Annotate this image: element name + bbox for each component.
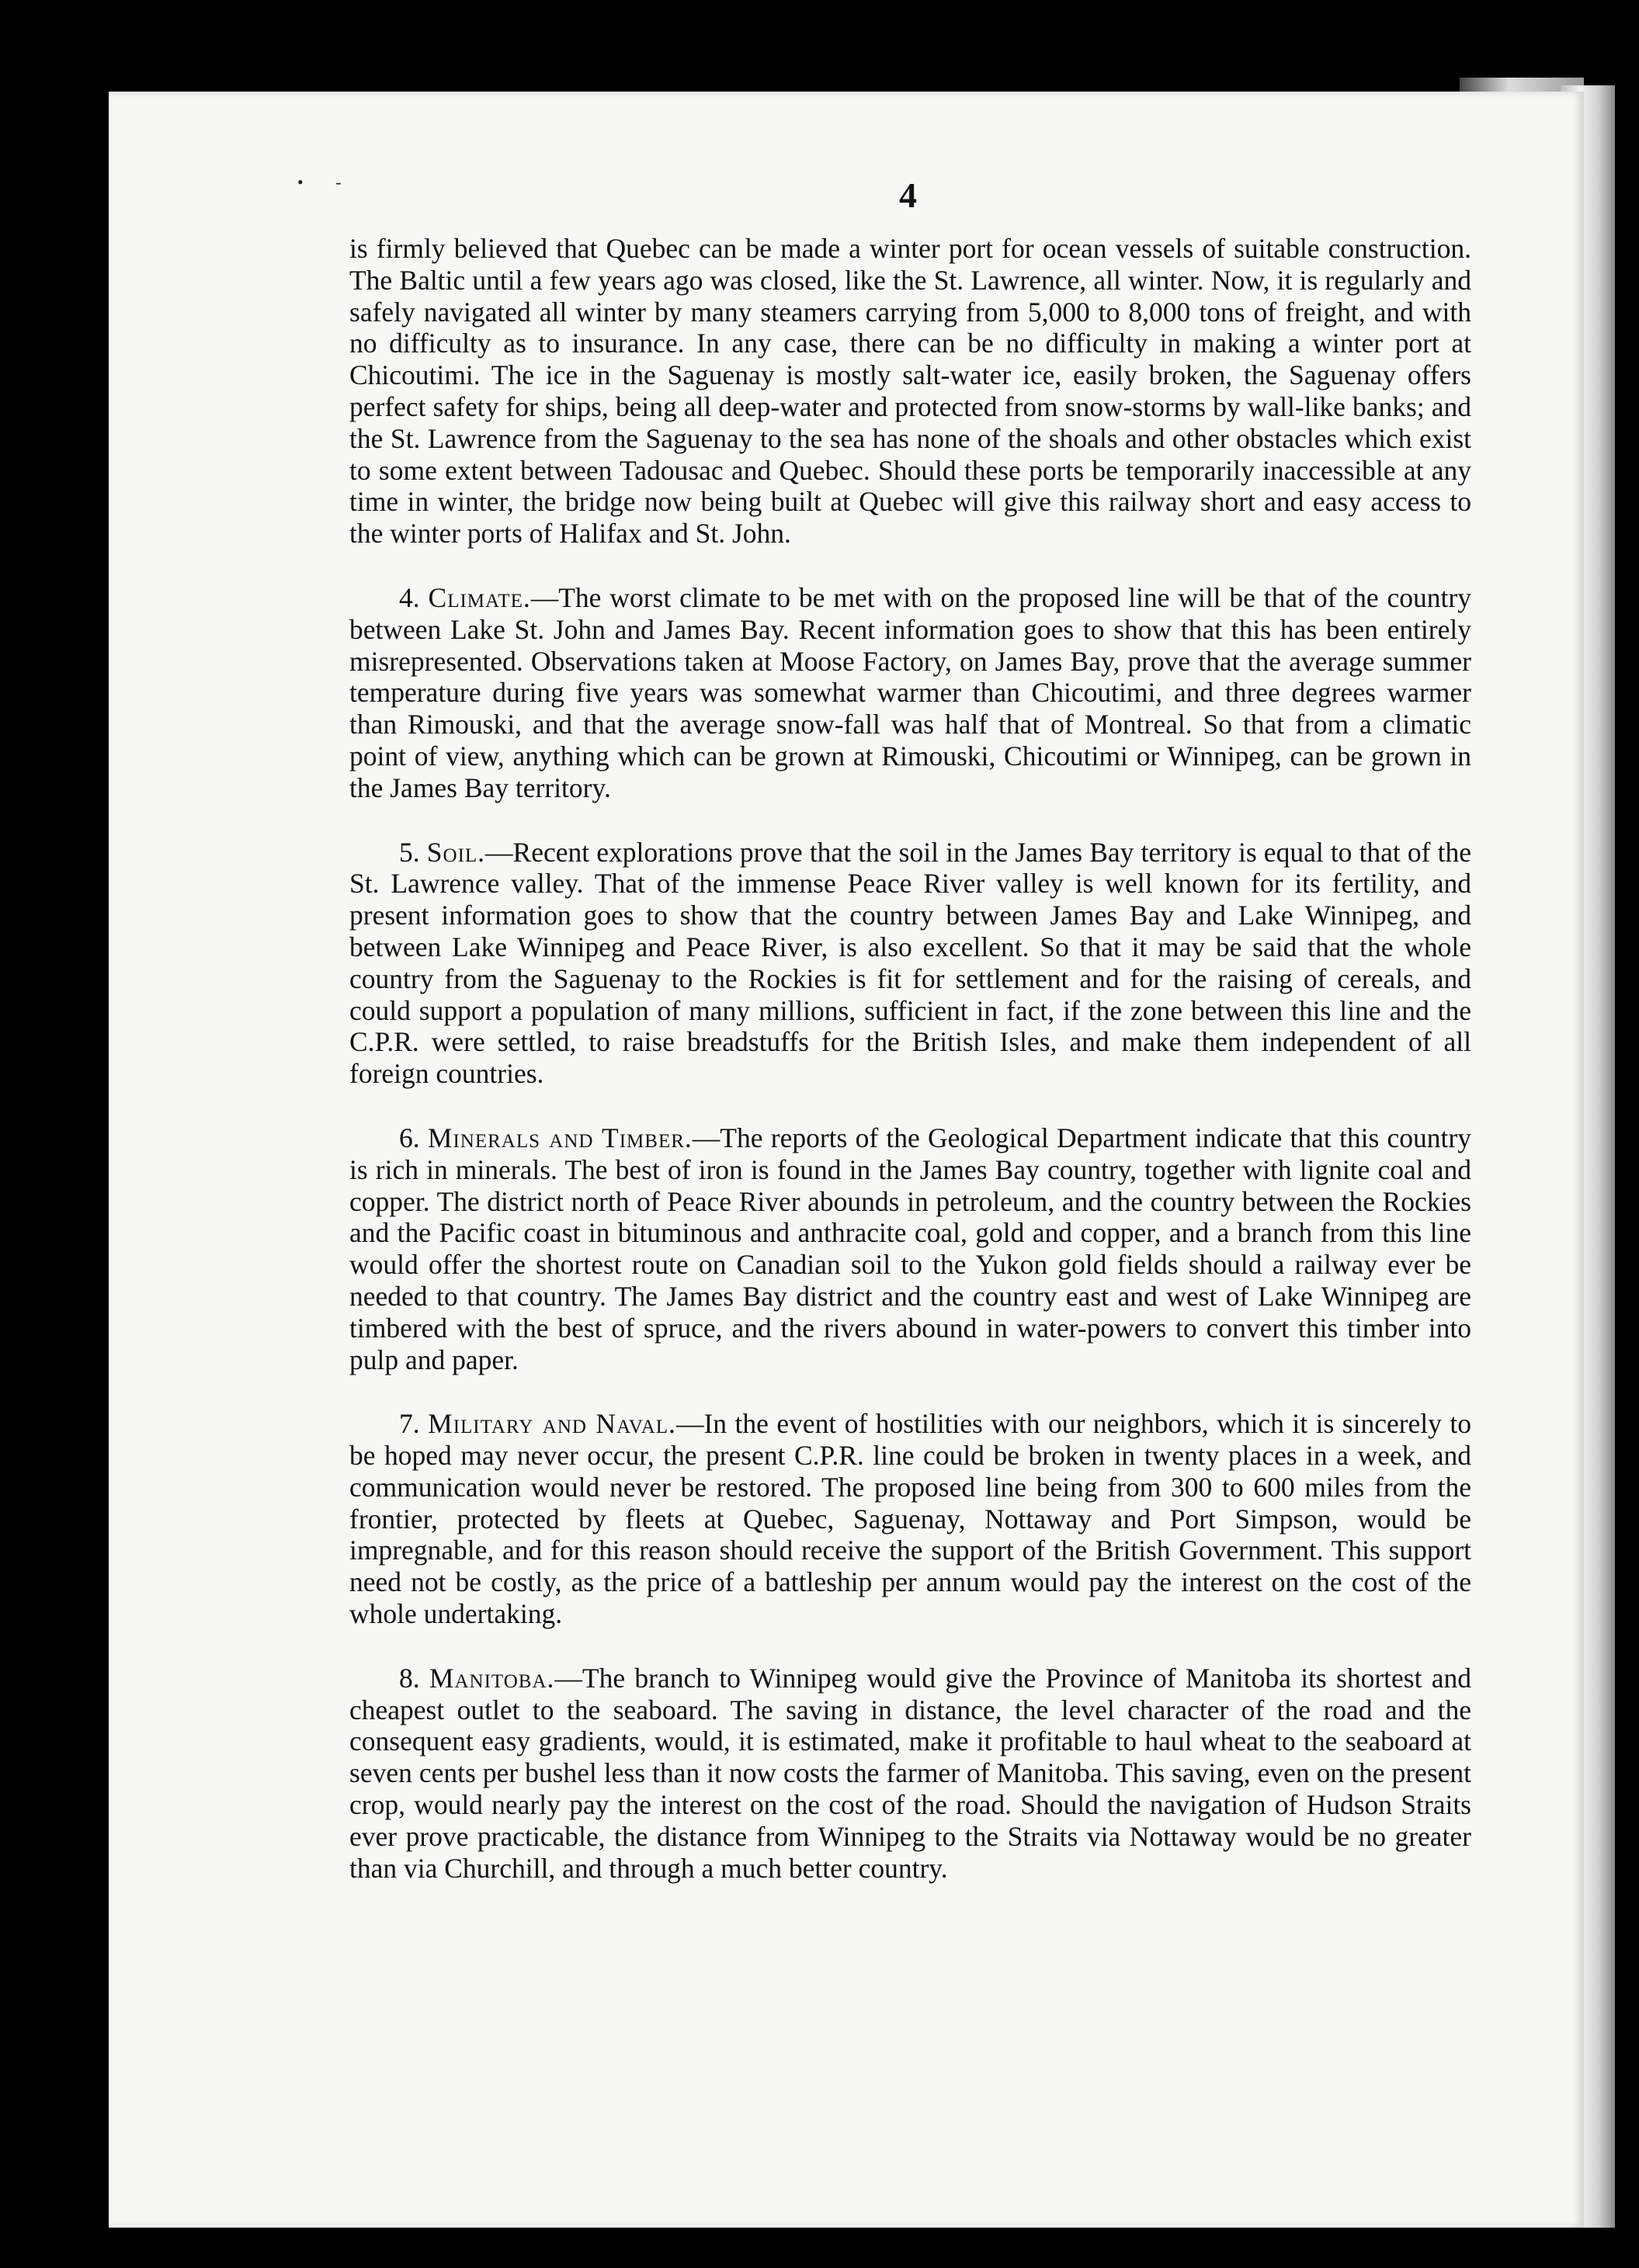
paragraph-text: —In the event of hostilities with our neighbors, which it is sincerely to be hoped may never occur, the present C.P.R. line could be broken in twenty places in a week, and communication would never be restored. The proposed line being from 300 to 600 miles from the frontier, protected by fleets at Quebec, Saguenay, Nottaway and Port Simpson, would be impregnable, and for this reason should receive the support of the British Government. This support need not be costly, as the price of a battleship per annum would pay the interest on the cost of the whole undertaking. — [349, 1408, 1472, 1630]
paragraph-continuation — [349, 233, 1471, 550]
paragraph-number: 8. — [399, 1662, 420, 1694]
paragraph-heading: Manitoba. — [429, 1662, 555, 1694]
paragraph-text: —Recent explorations prove that the soil in the James Bay territory is equal to that of the St. Lawrence valley. That of the immense Peace River valley is well known for its fertility, and present information goes to show that the country between James Bay and Lake Winnipeg, and between Lake Winnipeg and Peace River, is also excellent. So that it may be said that the whole country from the Saguenay to the Rockies is fit for settlement and for the raising of cereals, and could support a population of many millions, sufficient in fact, if the zone between this line and the C.P.R. were settled, to raise breadstuffs for the British Isles, and make them independent of all foreign countries. — [349, 836, 1471, 1090]
paragraph-number: 7. — [399, 1408, 420, 1440]
page-number: 4 — [899, 175, 917, 215]
paragraph-soil — [349, 837, 1471, 1090]
paragraph-climate — [349, 582, 1471, 804]
paragraph-text: —The branch to Winnipeg would give the Province of Manitoba its shortest and cheapest outlet to the seaboard. The saving in distance, the level character of the road and the consequent easy gradients, would, it is estimated, make it profitable to haul wheat to the seaboard at seven cents per bushel less than it now costs the farmer of Manitoba. This saving, even on the present crop, would nearly pay the interest on the cost of the road. Should the navigation of Hudson Straits ever prove practicable, the distance from Winnipeg to the Straits via Nottaway would be no greater than via Churchill, and through a much better country. — [349, 1662, 1472, 1884]
paragraph-heading: Soil. — [426, 836, 486, 868]
paragraph-text: —The reports of the Geological Department indicate that this country is rich in minerals. The best of iron is found in the James Bay country, together with lignite coal and copper. The district north of Peace River abounds in petroleum, and the country between the Rockies and the Pacific coast in bituminous and anthracite coal, gold and copper, and a branch from this line would offer the shortest route on Canadian soil to the Yukon gold fields should a railway ever be needed to that country. The James Bay district and the country east and west of Lake Winnipeg are timbered with the best of spruce, and the rivers abound in water-powers to convert this timber into pulp and paper. — [349, 1122, 1471, 1375]
margin-marks: • - — [297, 172, 356, 192]
paragraph-number: 4. — [399, 581, 420, 613]
paragraph-number: 6. — [399, 1122, 420, 1153]
paragraph-heading: Minerals and Timber. — [427, 1122, 693, 1153]
paragraph-minerals-timber — [349, 1122, 1471, 1375]
paragraph-military-naval — [349, 1408, 1471, 1630]
paragraph-text: is firmly believed that Quebec can be made a winter port for ocean vessels of suitable construction. The Baltic until a few years ago was closed, like the St. Lawrence, all winter. Now, it is regularly and safely navigated all winter by many steamers carrying from 5,000 to 8,000 tons of freight, and with no difficulty as to insurance. In any case, there can be no difficulty in making a winter port at Chicoutimi. The ice in the Saguenay is mostly salt-water ice, easily broken, the Saguenay offers perfect safety for ships, being all deep-water and protected from snow-storms by wall-like banks; and the St. Lawrence from the Saguenay to the sea has none of the shoals and other obstacles which exist to some extent between Tadousac and Quebec. Should these ports be temporarily inaccessible at any time in winter, the bridge now being built at Quebec will give this railway short and easy access to the winter ports of Halifax and St. John. — [349, 233, 1471, 550]
paragraph-manitoba — [349, 1663, 1471, 1885]
paragraph-text: —The worst climate to be met with on the proposed line will be that of the country between Lake St. John and James Bay. Recent information goes to show that this has been entirely misrepresented. Observations taken at Moose Factory, on James Bay, prove that the average summer temperature during five years was somewhat warmer than Chicoutimi, and three degrees warmer than Rimouski, and that the average snow-fall was half that of Montreal. So that from a climatic point of view, anything which can be grown at Rimouski, Chicoutimi or Winnipeg, can be grown in the James Bay territory. — [349, 581, 1471, 803]
paragraph-number: 5. — [399, 836, 420, 868]
paragraph-heading: Military and Naval. — [428, 1408, 676, 1440]
body-text — [349, 233, 1471, 1916]
paragraph-heading: Climate. — [428, 581, 531, 613]
